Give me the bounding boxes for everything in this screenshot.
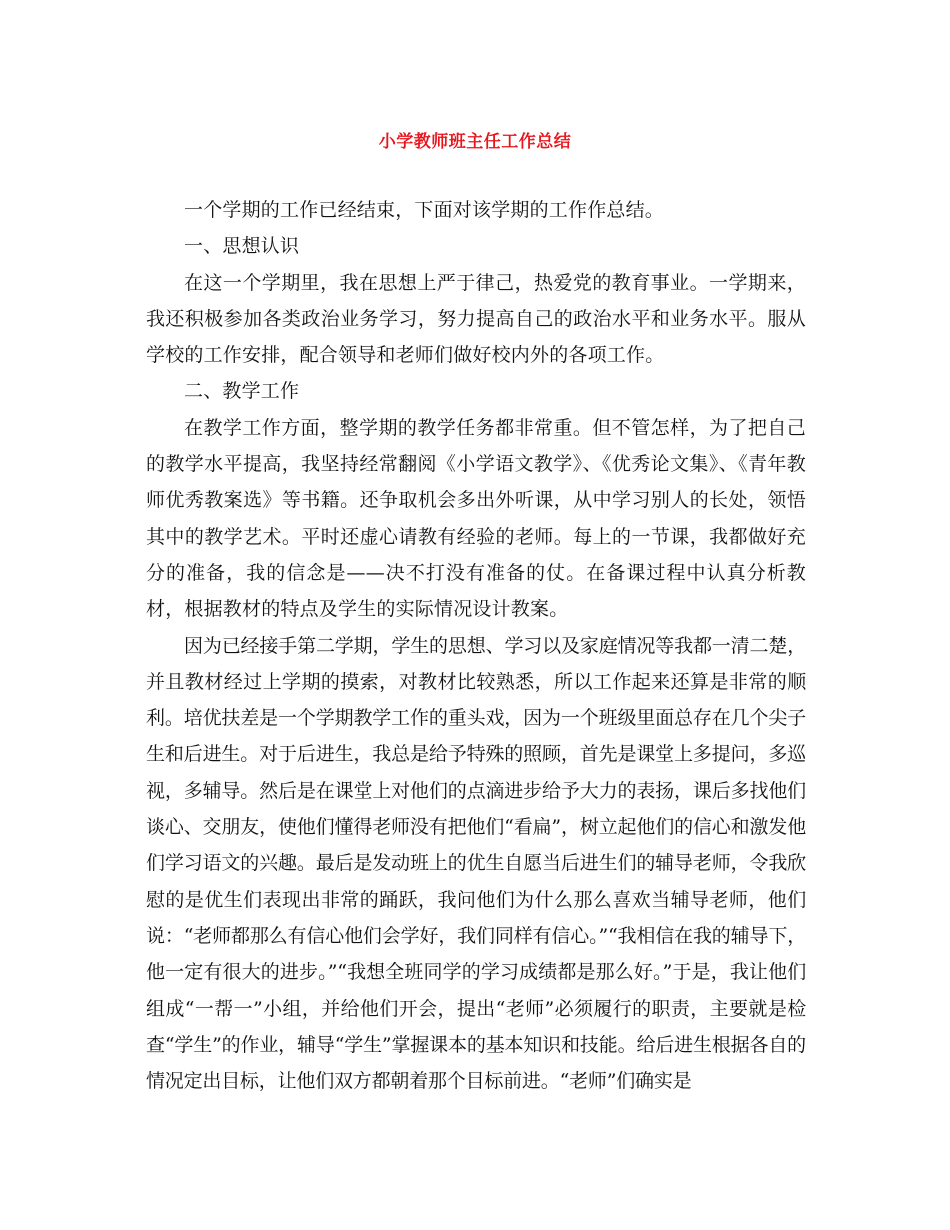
paragraph-teaching: 在教学工作方面，整学期的教学任务都非常重。但不管怎样，为了把自己的教学水平提高，我坚持经常翻阅《小学语文教学》、《优秀论文集》、《青年教师优秀教案选》等书籍。还争取机会多出外听课，从中学习别人的长处，领悟其中的教学艺术。平时还虚心请教有经验的老师。每上的一节课，我都做好充分的准备，我的信念是——决不打没有准备的仗。在备课过程中认真分析教材，根据教材的特点及学生的实际情况设计教案。	[146, 416, 806, 621]
section-heading-ideology: 一、思想认识	[184, 235, 300, 258]
document-body	[146, 192, 806, 1099]
paragraph-students: 因为已经接手第二学期，学生的思想、学习以及家庭情况等我都一清二楚，并且教材经过上学期的摸索，对教材比较熟悉，所以工作起来还算是非常的顺利。培优扶差是一个学期教学工作的重头戏，因为一个班级里面总存在几个尖子生和后进生。对于后进生，我总是给予特殊的照顾，首先是课堂上多提问，多巡视，多辅导。然后是在课堂上对他们的点滴进步给予大力的表扬，课后多找他们谈心、交朋友，使他们懂得老师没有把他们“看扁”，树立起他们的信心和激发他们学习语文的兴趣。最后是发动班上的优生自愿当后进生们的辅导老师，令我欣慰的是优生们表现出非常的踊跃，我问他们为什么那么喜欢当辅导老师，他们说：“老师都那么有信心他们会学好，我们同样有信心。”“我相信在我的辅导下，他一定有很大的进步。”“我想全班同学的学习成绩都是那么好。”于是，我让他们组成“一帮一”小组，并给他们开会，提出“老师”必须履行的职责，主要就是检查“学生”的作业，辅导“学生”掌握课本的基本知识和技能。给后进生根据各自的情况定出目标，让他们双方都朝着那个目标前进。“老师”们确实是	[146, 634, 806, 1093]
document-title: 小学教师班主任工作总结	[378, 132, 572, 152]
section-heading-teaching: 二、教学工作	[184, 380, 300, 403]
paragraph-intro: 一个学期的工作已经结束，下面对该学期的工作作总结。	[184, 199, 665, 221]
paragraph-ideology: 在这一个学期里，我在思想上严于律己，热爱党的教育事业。一学期来，我还积极参加各类政治业务学习，努力提高自己的政治水平和业务水平。服从学校的工作安排，配合领导和老师们做好校内外的各项工作。	[146, 271, 806, 367]
